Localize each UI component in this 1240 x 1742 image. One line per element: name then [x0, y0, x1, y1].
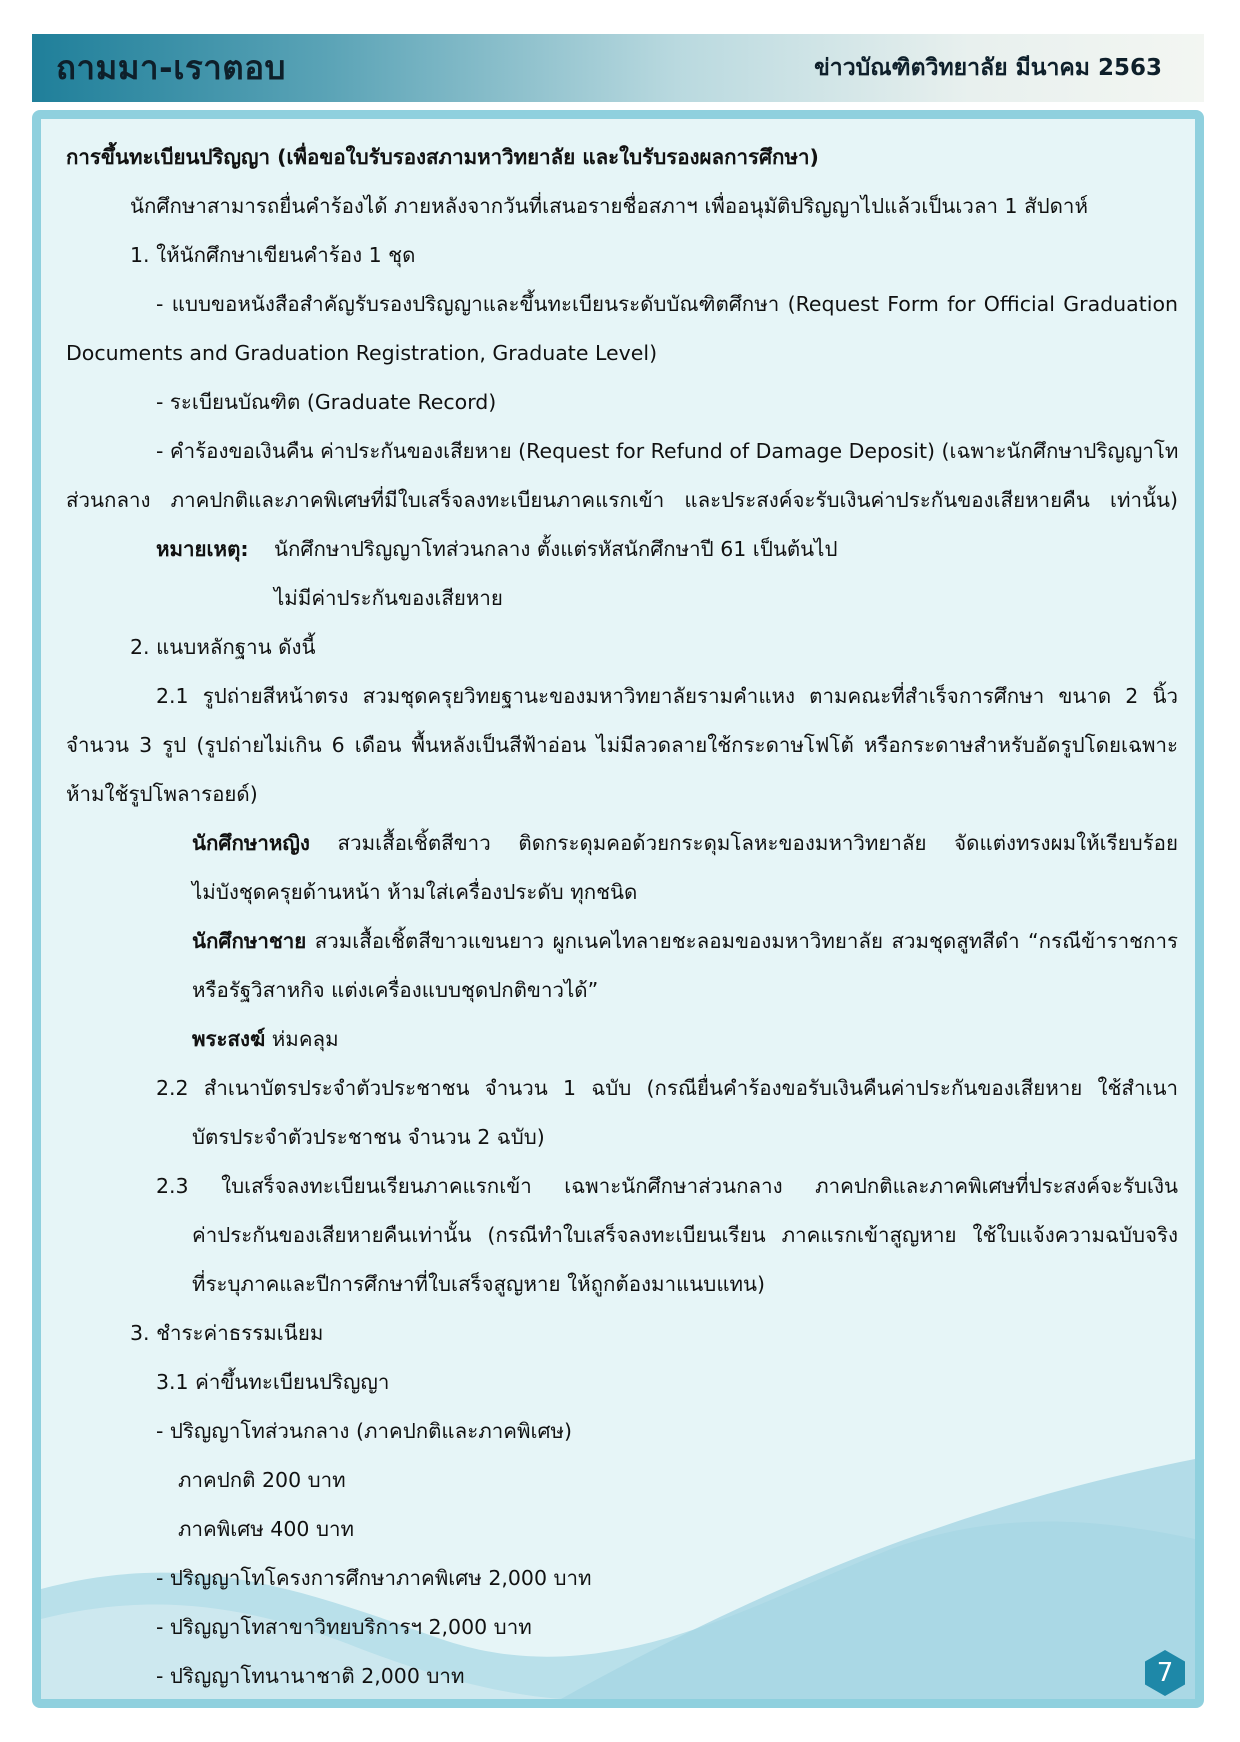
- intro-paragraph: นักศึกษาสามารถยื่นคำร้องได้ ภายหลังจากวันที่เสนอรายชื่อสภาฯ เพื่ออนุมัติปริญญาไปแล้วเป็นเวลา 1 สัปดาห์: [130, 194, 1088, 218]
- monk-label: พระสงฆ์: [192, 1027, 266, 1051]
- monk-text: ห่มคลุม: [265, 1027, 339, 1051]
- item-2-2-line-1: 2.2 สำเนาบัตรประจำตัวประชาชน จำนวน 1 ฉบับ (กรณียื่นคำร้องขอรับเงินคืนค่าประกันของเสียหาย ใช้สำเนา: [156, 1076, 1178, 1100]
- item-3: 3. ชำระค่าธรรมเนียม: [130, 1321, 324, 1345]
- item-1-b: - ระเบียนบัณฑิต (Graduate Record): [156, 390, 497, 414]
- fee-international: - ปริญญาโทนานาชาติ 2,000 บาท: [156, 1664, 465, 1688]
- item-3-1: 3.1 ค่าขึ้นทะเบียนปริญญา: [156, 1370, 390, 1394]
- note-line-1: [66, 525, 1178, 574]
- female-dress-line-1: [66, 819, 1178, 868]
- note-text-1: นักศึกษาปริญญาโทส่วนกลาง ตั้งแต่รหัสนักศึกษาปี 61 เป็นต้นไป: [274, 537, 838, 561]
- fee-regional-branch: - ปริญญาโทสาขาวิทยบริการฯ 2,000 บาท: [156, 1615, 532, 1639]
- fee-master-central: - ปริญญาโทส่วนกลาง (ภาคปกติและภาคพิเศษ): [156, 1419, 572, 1443]
- note-line-2: ไม่มีค่าประกันของเสียหาย: [274, 586, 503, 610]
- male-dress-line-1: [66, 917, 1178, 966]
- male-text: สวมเสื้อเชิ้ตสีขาวแขนยาว ผูกเนคไทลายชะลอมของมหาวิทยาลัย สวมชุดสูทสีดำ “กรณีข้าราชการ: [306, 929, 1178, 953]
- item-2-3-line-3: ที่ระบุภาคและปีการศึกษาที่ใบเสร็จสูญหาย ให้ถูกต้องมาแนบแทน): [192, 1272, 766, 1296]
- item-2-1-line-2: จำนวน 3 รูป (รูปถ่ายไม่เกิน 6 เดือน พื้นหลังเป็นสีฟ้าอ่อน ไม่มีลวดลายใช้กระดาษโฟโต้ หรือกระดาษสำหรับอัดรูปโดยเฉพาะ: [66, 733, 1178, 757]
- item-2-1-line-1: 2.1 รูปถ่ายสีหน้าตรง สวมชุดครุยวิทยฐานะของมหาวิทยาลัยรามคำแหง ตามคณะที่สำเร็จการศึกษา ขนาด 2 นิ้ว: [156, 684, 1178, 708]
- item-2: 2. แนบหลักฐาน ดังนี้: [130, 635, 316, 659]
- female-label: นักศึกษาหญิง: [192, 831, 310, 855]
- section-heading: การขึ้นทะเบียนปริญญา (เพื่อขอใบรับรองสภามหาวิทยาลัย และใบรับรองผลการศึกษา): [66, 145, 819, 169]
- item-1-a-line-1: - แบบขอหนังสือสำคัญรับรองปริญญาและขึ้นทะเบียนระดับบัณฑิตศึกษา (Request Form for Official Graduation: [156, 292, 1178, 316]
- item-2-3-line-2: ค่าประกันของเสียหายคืนเท่านั้น (กรณีทำใบเสร็จลงทะเบียนเรียน ภาคแรกเข้าสูญหาย ใช้ใบแจ้งความฉบับจริง: [192, 1223, 1178, 1247]
- issue-label: ข่าวบัณฑิตวิทยาลัย มีนาคม 2563: [814, 55, 1162, 81]
- monk-dress-line: [66, 1015, 1178, 1064]
- page-number: 7: [1156, 1658, 1174, 1688]
- section-title: ถามมา-เราตอบ: [56, 48, 286, 87]
- female-text: สวมเสื้อเชิ้ตสีขาว ติดกระดุมคอด้วยกระดุมโลหะของมหาวิทยาลัย จัดแต่งทรงผมให้เรียบร้อย: [309, 831, 1178, 855]
- item-1-a-line-2: Documents and Graduation Registration, Graduate Level): [66, 341, 658, 365]
- item-2-1-line-3: ห้ามใช้รูปโพลารอยด์): [66, 782, 258, 806]
- item-1-c-line-2: ส่วนกลาง ภาคปกติและภาคพิเศษที่มีใบเสร็จลงทะเบียนภาคแรกเข้า และประสงค์จะรับเงินค่าประกันของเสียหายคืน เท่านั้น): [66, 488, 1178, 512]
- document-body: [66, 133, 1178, 1701]
- fee-special-program: - ปริญญาโทโครงการศึกษาภาคพิเศษ 2,000 บาท: [156, 1566, 592, 1590]
- note-label: หมายเหตุ:: [156, 537, 249, 561]
- male-label: นักศึกษาชาย: [192, 929, 307, 953]
- item-2-2-line-2: บัตรประจำตัวประชาชน จำนวน 2 ฉบับ): [192, 1125, 545, 1149]
- item-1: 1. ให้นักศึกษาเขียนคำร้อง 1 ชุด: [130, 243, 416, 267]
- item-1-c-line-1: - คำร้องขอเงินคืน ค่าประกันของเสียหาย (Request for Refund of Damage Deposit) (เฉพาะนักศึกษาปริญญาโท: [156, 439, 1179, 463]
- content-panel: [32, 110, 1204, 1708]
- male-dress-line-2: หรือรัฐวิสาหกิจ แต่งเครื่องแบบชุดปกติขาวได้”: [192, 978, 599, 1002]
- item-2-3-line-1: 2.3 ใบเสร็จลงทะเบียนเรียนภาคแรกเข้า เฉพาะนักศึกษาส่วนกลาง ภาคปกติและภาคพิเศษที่ประสงค์จะรับเงิน: [156, 1174, 1178, 1198]
- female-dress-line-2: ไม่บังชุดครุยด้านหน้า ห้ามใส่เครื่องประดับ ทุกชนิด: [192, 880, 638, 904]
- fee-regular: ภาคปกติ 200 บาท: [178, 1468, 346, 1492]
- fee-special: ภาคพิเศษ 400 บาท: [178, 1517, 354, 1541]
